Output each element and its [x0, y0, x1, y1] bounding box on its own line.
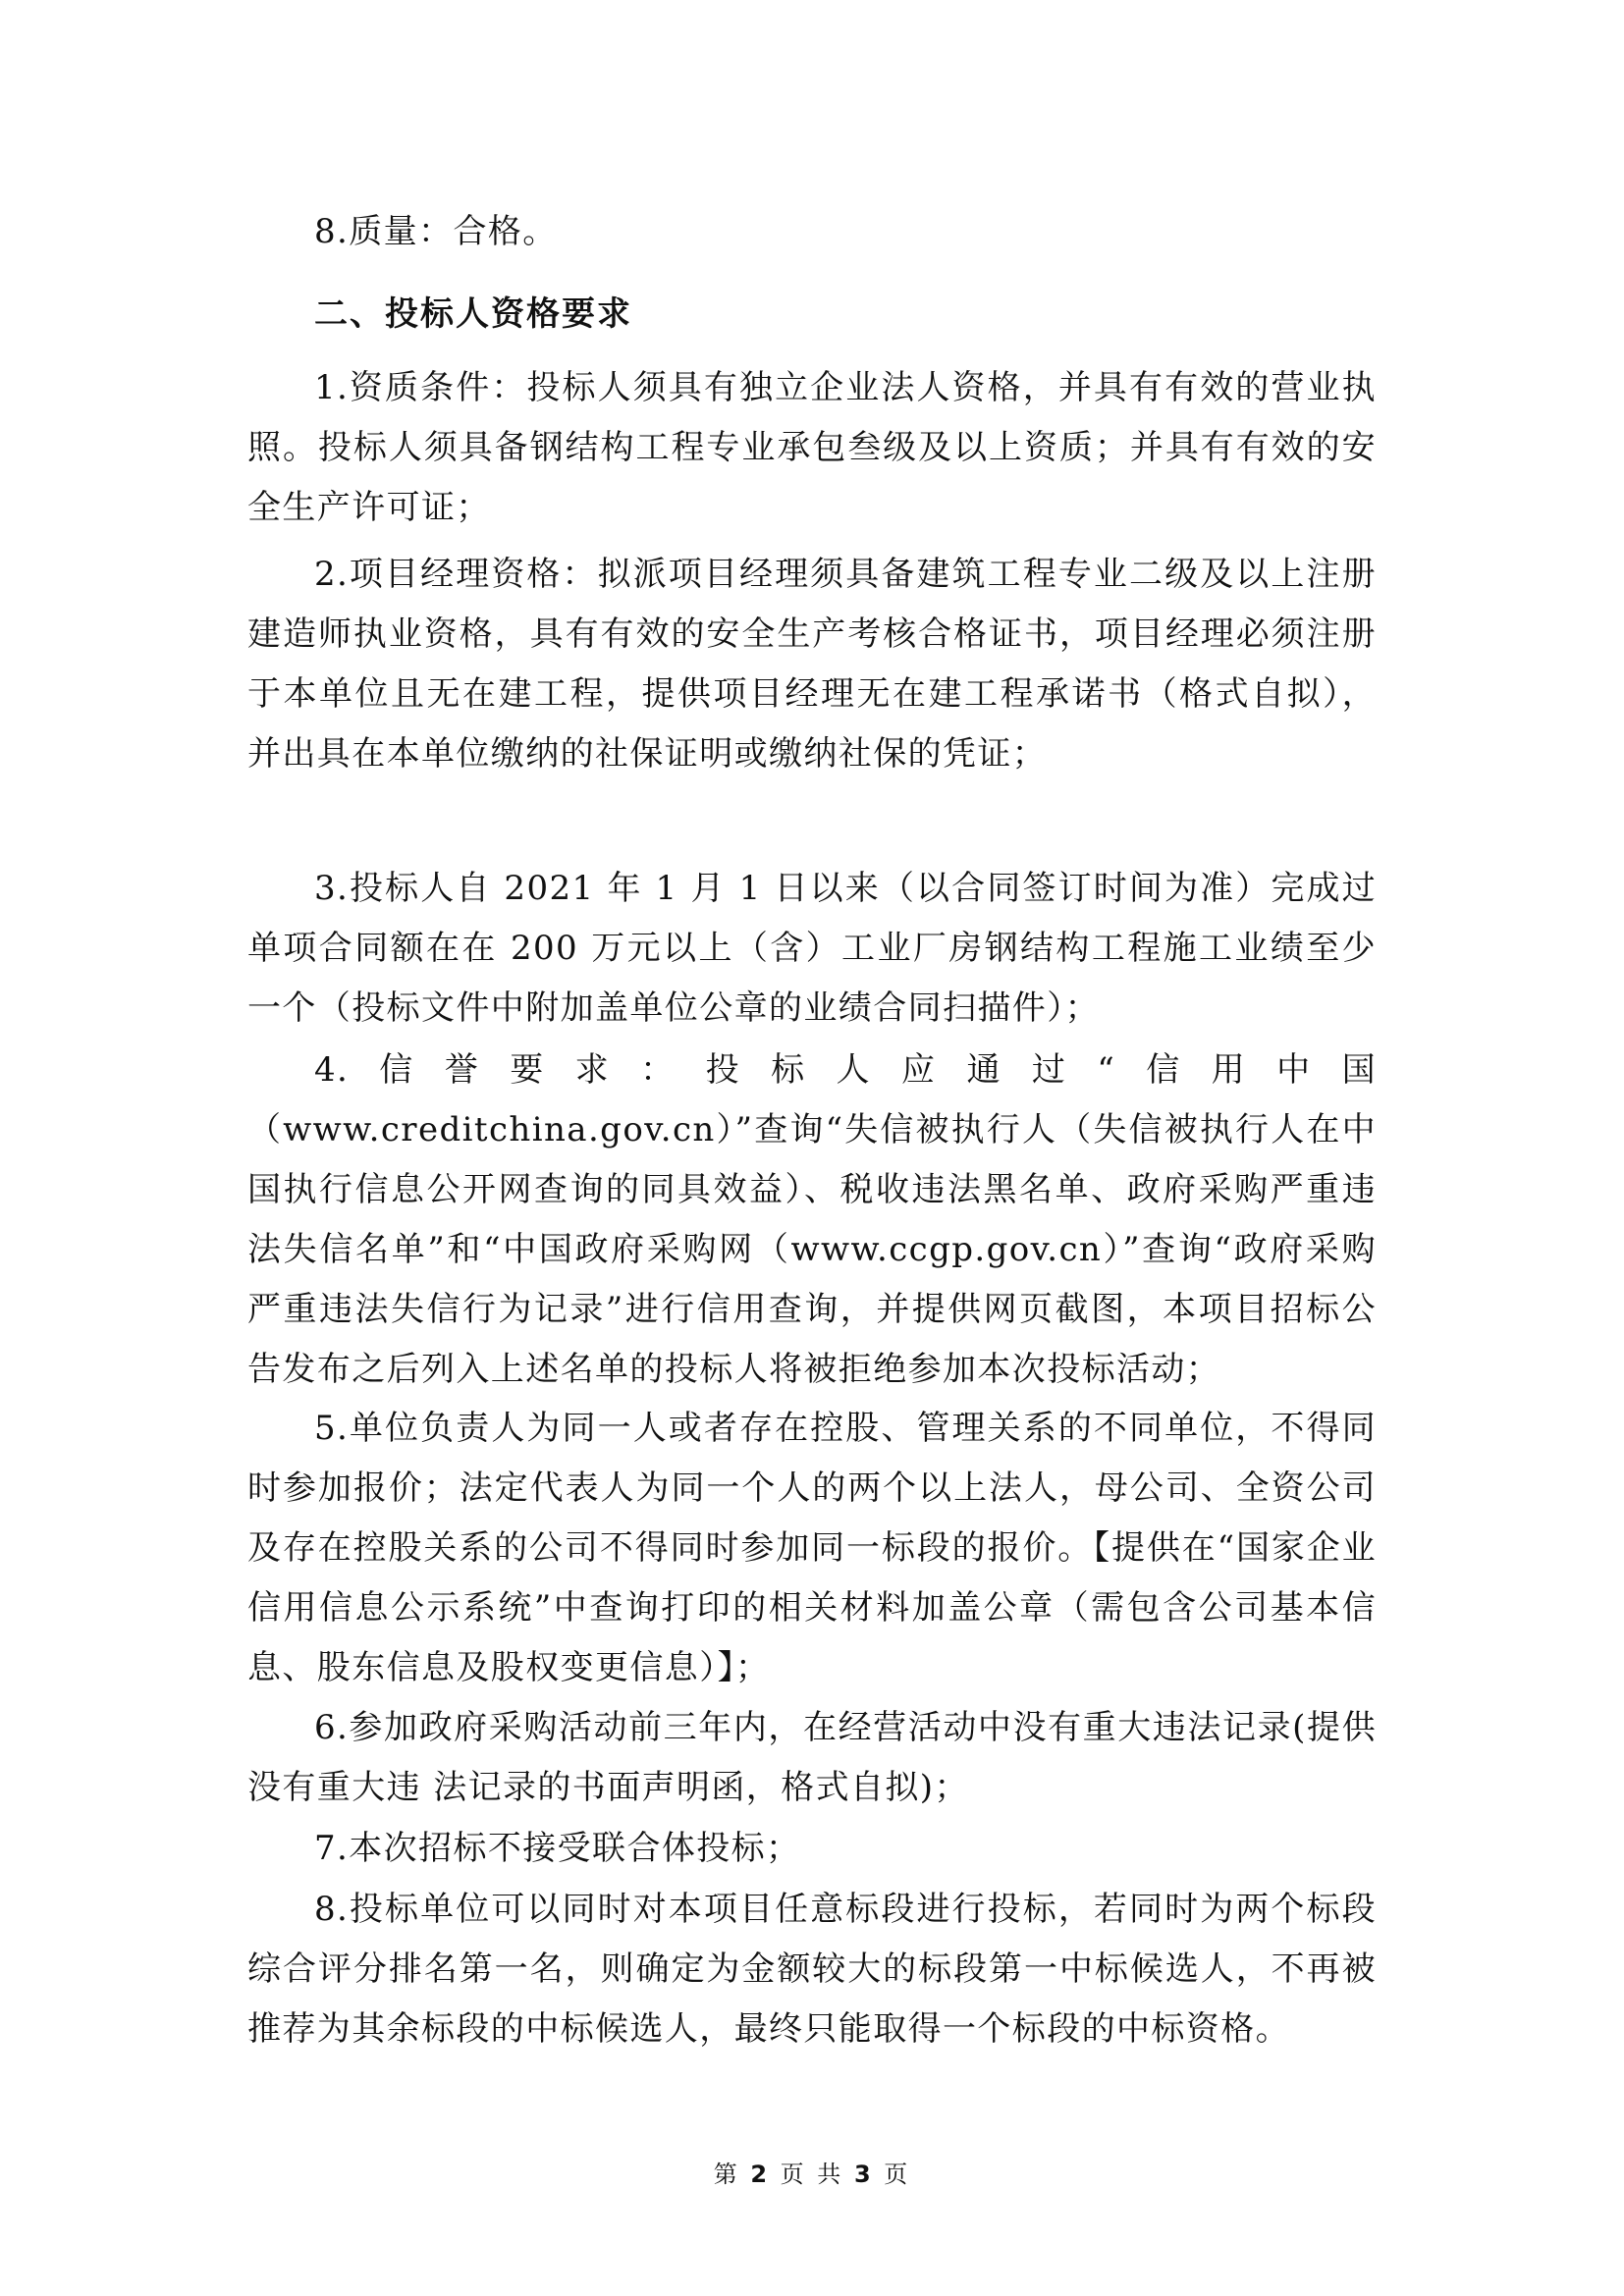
quality-line: 8.质量：合格。 [314, 212, 558, 251]
paragraph-credit: 4.信誉要求：投标人应通过“信用中国（www.creditchina.gov.cn）”查询“失信被执行人（失信被执行人在中国执行信息公开网查询的同具效益）、税收违法黑名单、政府采购严重违法失信名单”和“中国政府采购网（www.ccgp.gov.cn）”查询“政府采购严重违法失信行为记录”进行信用查询，并提供网页截图，本项目招标公告发布之后列入上述名单的投标人将被拒绝参加本次投标活动； [247, 1050, 1377, 1389]
footer-suffix: 页 [884, 2161, 911, 2188]
paragraph-no-consortium: 7.本次招标不接受联合体投标； [314, 1829, 801, 1868]
paragraph-multiple-sections: 8.投标单位可以同时对本项目任意标段进行投标，若同时为两个标段综合评分排名第一名，则确定为金额较大的标段第一中标候选人，不再被推荐为其余标段的中标候选人，最终只能取得一个标段的中标资格。 [247, 1890, 1377, 2049]
footer-middle: 页 共 [780, 2161, 844, 2188]
paragraph-relationship: 5.单位负责人为同一人或者存在控股、管理关系的不同单位，不得同时参加报价；法定代表人为同一个人的两个以上法人，母公司、全资公司及存在控股关系的公司不得同时参加同一标段的报价。【提供在“国家企业信用信息公示系统”中查询打印的相关材料加盖公章（需包含公司基本信息、股东信息及股权变更信息）】； [247, 1409, 1377, 1687]
footer-total-pages: 3 [853, 2161, 874, 2188]
paragraph-no-violation: 6.参加政府采购活动前三年内，在经营活动中没有重大违法记录(提供没有重大违 法记录的书面声明函，格式自拟)； [247, 1708, 1377, 1807]
paragraph-project-manager: 2.项目经理资格：拟派项目经理须具备建筑工程专业二级及以上注册建造师执业资格，具有有效的安全生产考核合格证书，项目经理必须注册于本单位且无在建工程，提供项目经理无在建工程承诺书（格式自拟），并出具在本单位缴纳的社保证明或缴纳社保的凭证； [247, 555, 1377, 774]
page-footer [0, 2160, 1624, 2189]
paragraph-qualification: 1.资质条件：投标人须具有独立企业法人资格，并具有有效的营业执照。投标人须具备钢结构工程专业承包叁级及以上资质；并具有有效的安全生产许可证； [247, 368, 1377, 527]
footer-current-page: 2 [750, 2161, 771, 2188]
paragraph-performance: 3.投标人自 2021 年 1 月 1 日以来（以合同签订时间为准）完成过单项合同额在在 200 万元以上（含）工业厂房钢结构工程施工业绩至少一个（投标文件中附加盖单位公章的业绩合同扫描件）； [247, 869, 1377, 1028]
section-heading: 二、投标人资格要求 [314, 294, 632, 334]
footer-prefix: 第 [713, 2161, 740, 2188]
